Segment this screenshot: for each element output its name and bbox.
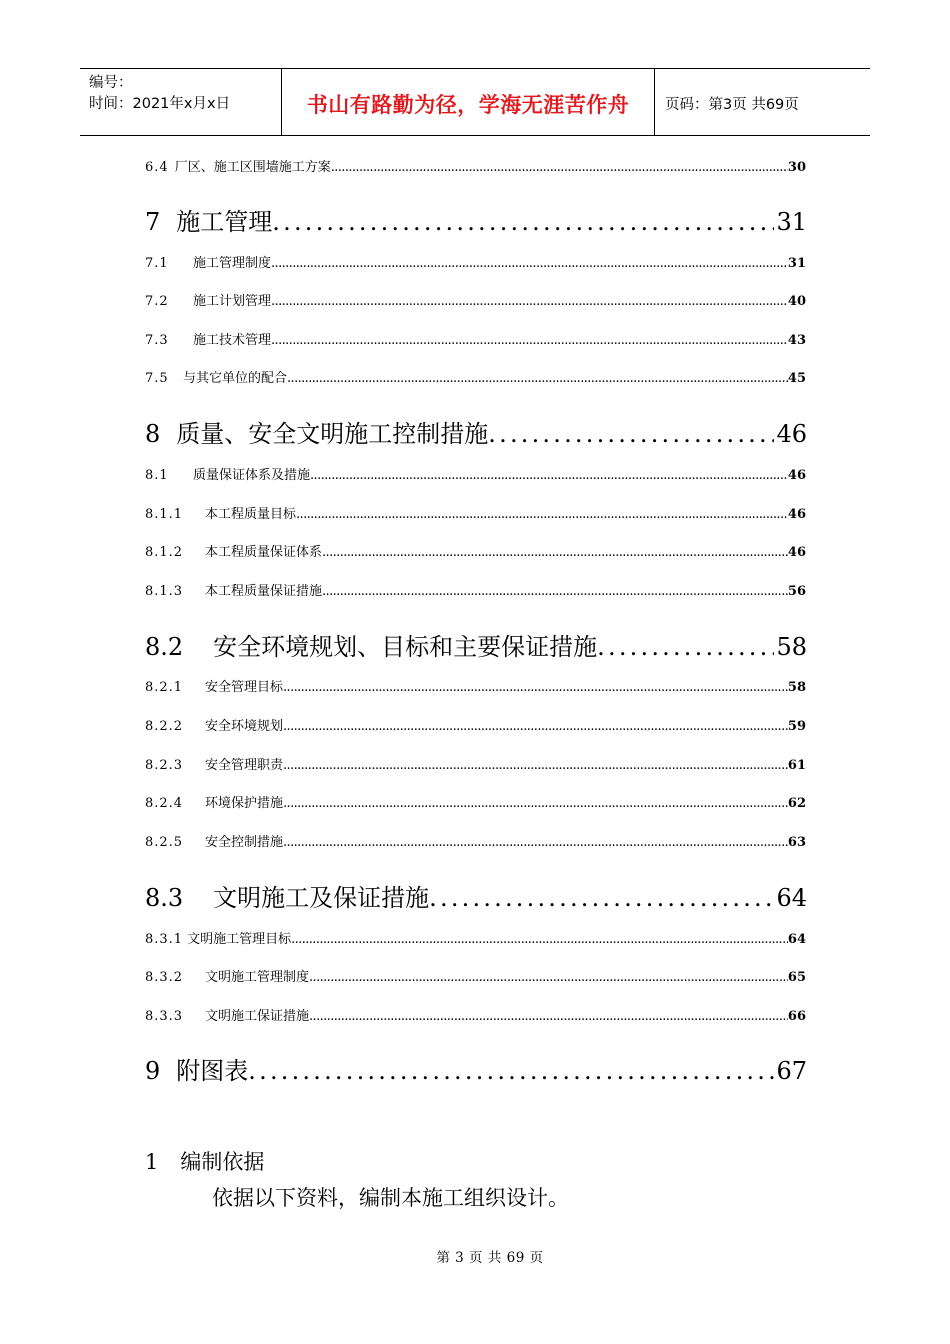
toc-entry-page: 62 (787, 796, 806, 811)
toc-leader-dots (283, 795, 788, 813)
toc-entry[interactable] (145, 1008, 806, 1026)
header-motto-cell (282, 69, 655, 135)
toc-entry[interactable] (145, 583, 806, 601)
toc-entry[interactable] (145, 506, 806, 524)
toc-chapter[interactable] (145, 881, 807, 915)
toc-entry-page: 31 (776, 208, 807, 236)
toc-entry-number: 9 (145, 1057, 161, 1085)
toc-leader-dots (272, 205, 774, 239)
toc-entry-title: 安全环境规划 (205, 719, 284, 734)
toc-entry-title: 附图表 (176, 1057, 249, 1085)
toc-entry-page: 30 (787, 160, 806, 175)
toc-entry-number: 8.2.4 (145, 796, 184, 811)
serial-number-label: 编号： (89, 75, 133, 91)
toc-entry-number: 8.1 (145, 468, 169, 483)
toc-entry[interactable] (145, 467, 806, 485)
toc-entry-number: 7 (145, 208, 161, 236)
toc-leader-dots (331, 159, 788, 177)
toc-leader-dots (322, 583, 788, 601)
toc-leader-dots (271, 332, 788, 350)
toc-entry-number: 7.2 (145, 294, 169, 309)
toc-entry[interactable] (145, 370, 806, 388)
toc-entry-title: 安全管理目标 (205, 680, 284, 695)
toc-entry-page: 40 (787, 294, 806, 309)
toc-entry-title: 安全管理职责 (205, 758, 284, 773)
toc-entry-page: 45 (787, 371, 806, 386)
date-label: 时间：2021年x月x日 (89, 96, 231, 112)
toc-entry-number: 7.3 (145, 333, 169, 348)
page-info: 页码：第3页 共69页 (665, 96, 799, 113)
toc-entry-title: 文明施工管理目标 (187, 932, 292, 947)
toc-entry-page: 67 (776, 1057, 807, 1085)
toc-leader-dots (291, 931, 788, 949)
toc-chapter[interactable] (145, 417, 807, 451)
toc-entry-title: 文明施工及保证措施 (213, 884, 430, 912)
toc-leader-dots (271, 293, 788, 311)
toc-entry-page: 58 (776, 633, 807, 661)
toc-entry-page: 46 (776, 420, 807, 448)
toc-entry-title: 文明施工管理制度 (205, 970, 310, 985)
toc-entry-title: 施工计划管理 (193, 294, 272, 309)
toc-leader-dots (309, 1008, 788, 1026)
toc-leader-dots (322, 544, 788, 562)
toc-entry[interactable] (145, 332, 806, 350)
toc-leader-dots (283, 757, 788, 775)
toc-entry-title: 本工程质量保证措施 (205, 584, 323, 599)
toc-leader-dots (283, 834, 788, 852)
toc-entry-page: 64 (776, 884, 807, 912)
toc-entry-page: 46 (787, 507, 806, 522)
section-heading (145, 1147, 264, 1177)
toc-entry-title: 施工管理制度 (193, 256, 272, 271)
toc-entry-number: 8.2.5 (145, 835, 184, 850)
toc-entry-title: 质量保证体系及措施 (193, 468, 311, 483)
toc-entry[interactable] (145, 834, 806, 852)
toc-entry-page: 31 (787, 256, 806, 271)
toc-entry[interactable] (145, 757, 806, 775)
toc-leader-dots (248, 1054, 774, 1088)
header-meta (80, 69, 282, 135)
toc-entry-number: 8 (145, 420, 161, 448)
toc-entry-page: 58 (787, 680, 806, 695)
toc-entry-title: 厂区、施工区围墙施工方案 (174, 160, 331, 175)
toc-entry-title: 文明施工保证措施 (205, 1009, 310, 1024)
toc-chapter[interactable] (145, 1054, 807, 1088)
toc-entry-number: 8.3 (145, 884, 184, 912)
toc-leader-dots (597, 630, 774, 664)
toc-entry-number: 8.1.2 (145, 545, 184, 560)
toc-leader-dots (296, 506, 788, 524)
toc-entry-title: 施工管理 (176, 208, 273, 236)
toc-entry-title: 与其它单位的配合 (183, 371, 288, 386)
toc-entry[interactable] (145, 795, 806, 813)
toc-entry-page: 65 (787, 970, 806, 985)
toc-entry-number: 8.1.1 (145, 507, 184, 522)
toc-entry-number: 7.5 (145, 371, 169, 386)
toc-entry[interactable] (145, 544, 806, 562)
toc-entry[interactable] (145, 159, 806, 177)
section-title: 编制依据 (180, 1150, 265, 1174)
toc-entry-page: 63 (787, 835, 806, 850)
toc-leader-dots (429, 881, 774, 915)
toc-entry-page: 43 (787, 333, 806, 348)
toc-leader-dots (271, 255, 788, 273)
toc-chapter[interactable] (145, 205, 807, 239)
toc-entry-number: 8.2.3 (145, 758, 184, 773)
toc-leader-dots (488, 417, 774, 451)
body-paragraph: 依据以下资料，编制本施工组织设计。 (212, 1186, 569, 1210)
toc-entry-title: 质量、安全文明施工控制措施 (176, 420, 489, 448)
toc-leader-dots (310, 467, 788, 485)
page-header (80, 68, 870, 136)
toc-entry-page: 61 (787, 758, 806, 773)
toc-entry[interactable] (145, 679, 806, 697)
toc-entry-number: 8.3.1 (145, 932, 184, 947)
toc-entry-page: 56 (787, 584, 806, 599)
toc-entry-number: 7.1 (145, 256, 169, 271)
toc-entry-title: 安全环境规划、目标和主要保证措施 (213, 633, 598, 661)
section-number: 1 (145, 1150, 159, 1174)
toc-entry[interactable] (145, 969, 806, 987)
toc-entry-title: 安全控制措施 (205, 835, 284, 850)
toc-entry[interactable] (145, 931, 806, 949)
toc-entry-page: 59 (787, 719, 806, 734)
toc-entry-title: 环境保护措施 (205, 796, 284, 811)
header-page-cell (655, 69, 870, 135)
toc-chapter[interactable] (145, 630, 807, 664)
toc-entry[interactable] (145, 293, 806, 311)
toc-entry-title: 本工程质量目标 (205, 507, 297, 522)
toc-entry-number: 8.2.1 (145, 680, 184, 695)
toc-entry-page: 46 (787, 545, 806, 560)
toc-entry-number: 8.3.2 (145, 970, 184, 985)
toc-entry-number: 6.4 (145, 160, 169, 175)
toc-entry-page: 66 (787, 1009, 806, 1024)
toc-entry-number: 8.1.3 (145, 584, 184, 599)
toc-entry-page: 46 (787, 468, 806, 483)
page-footer: 第 3 页 共 69 页 (436, 1250, 544, 1266)
toc-entry-number: 8.3.3 (145, 1009, 184, 1024)
toc-leader-dots (283, 718, 788, 736)
toc-entry-title: 本工程质量保证体系 (205, 545, 323, 560)
toc-entry[interactable] (145, 255, 806, 273)
toc-leader-dots (283, 679, 788, 697)
toc-leader-dots (309, 969, 788, 987)
toc-entry-number: 8.2.2 (145, 719, 184, 734)
toc-leader-dots (287, 370, 788, 388)
toc-entry-page: 64 (787, 932, 806, 947)
motto-text: 书山有路勤为径，学海无涯苦作舟 (306, 93, 630, 117)
toc-entry-number: 8.2 (145, 633, 184, 661)
toc-entry[interactable] (145, 718, 806, 736)
toc-entry-title: 施工技术管理 (193, 333, 272, 348)
